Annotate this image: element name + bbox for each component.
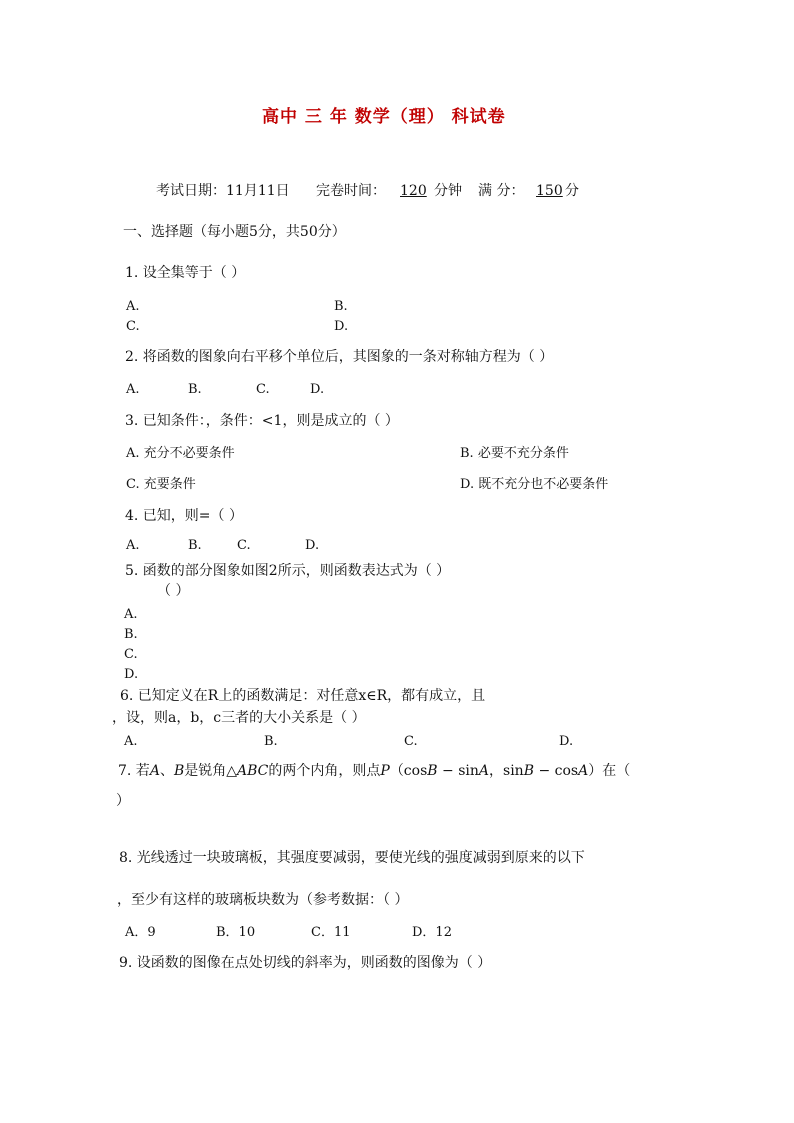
option-a: A. 充分不必要条件 [126,446,235,461]
option-b: B. [334,299,348,314]
question-stem: 2. 将函数的图象向右平移个单位后，其图象的一条对称轴方程为（ ） [125,349,554,365]
option-b: B. [188,538,202,553]
question-stem: 8. 光线透过一块玻璃板，其强度要减弱，要使光线的强度减弱到原来的以下 [119,850,585,866]
option-a: A. [124,607,138,622]
section-heading: 一、选择题（每小题5分，共50分） [123,224,346,240]
option-c: C. [124,647,138,662]
exam-time-label: 完卷时间： [316,183,386,199]
stem-part: − cos [534,763,579,779]
question-stem: 9. 设函数的图像在点处切线的斜率为，则函数的图像为（ ） [119,955,492,971]
option-d: D. [310,382,325,397]
exam-time-value: 120 [400,183,427,199]
stem-part: 、 [159,763,174,779]
option-d: D. [124,667,139,682]
question-stem: 4. 已知，则=（ ） [125,508,243,524]
var-b: B [173,763,185,779]
stem-part: 的两个内角，则点 [268,763,381,779]
option-c: C. [256,382,270,397]
question-stem: 1. 设全集等于（ ） [125,265,246,281]
option-a: A．9 [125,925,156,940]
option-d: D. [559,734,574,749]
option-d: D. [334,319,349,334]
question-stem: 3. 已知条件：，条件：<1，则是成立的（ ） [125,413,399,429]
stem-part: （cos [389,763,428,779]
exam-score-label: 满 分： [478,183,525,199]
exam-date: 考试日期：11月11日 [156,183,290,199]
exam-score-value: 150 [536,183,563,199]
stem-part: − sin [437,763,479,779]
exam-score-unit: 分 [565,183,579,199]
option-c: C. [237,538,251,553]
question-stem [118,762,630,780]
option-d: D. 既不充分也不必要条件 [460,477,609,492]
stem-part: 7. 若 [118,763,150,779]
var-a: A [149,763,160,779]
var-p: P [380,763,390,779]
var-b: B [523,763,534,779]
option-a: A. [126,299,140,314]
var-abc: ABC [237,763,269,779]
option-c: C．11 [311,925,351,940]
option-c: C. [126,319,140,334]
option-a: A. [124,734,138,749]
question-stem-continued: ，至少有这样的玻璃板块数为（参考数据：（ ） [117,892,409,908]
option-a: A. [126,382,140,397]
option-b: B．10 [216,925,256,940]
option-b: B. [264,734,278,749]
exam-title: 高中 三 年 数学（理） 科试卷 [262,107,506,127]
option-c: C. 充要条件 [126,477,196,492]
question-stem: 6. 已知定义在R上的函数满足：对任意x∈R，都有成立，且 [120,688,486,704]
question-stem-continued: ） [116,793,130,809]
option-d: D. [305,538,320,553]
stem-part: ）在（ [588,763,631,779]
option-b: B. [188,382,202,397]
option-d: D．12 [412,925,452,940]
var-a: A [578,763,589,779]
question-stem-continued: ，设，则a，b，c三者的大小关系是（ ） [112,710,366,726]
stem-part: 是锐角△ [184,763,238,779]
exam-time-unit: 分钟 [434,183,462,199]
option-c: C. [404,734,418,749]
var-b: B [427,763,438,779]
option-b: B. 必要不充分条件 [460,446,569,461]
var-a: A [478,763,490,779]
answer-parentheses: （ ） [157,583,190,599]
question-stem: 5. 函数的部分图象如图2所示，则函数表达式为（ ） [125,563,451,579]
option-b: B. [124,627,138,642]
stem-part: ，sin [489,763,524,779]
option-a: A. [126,538,140,553]
